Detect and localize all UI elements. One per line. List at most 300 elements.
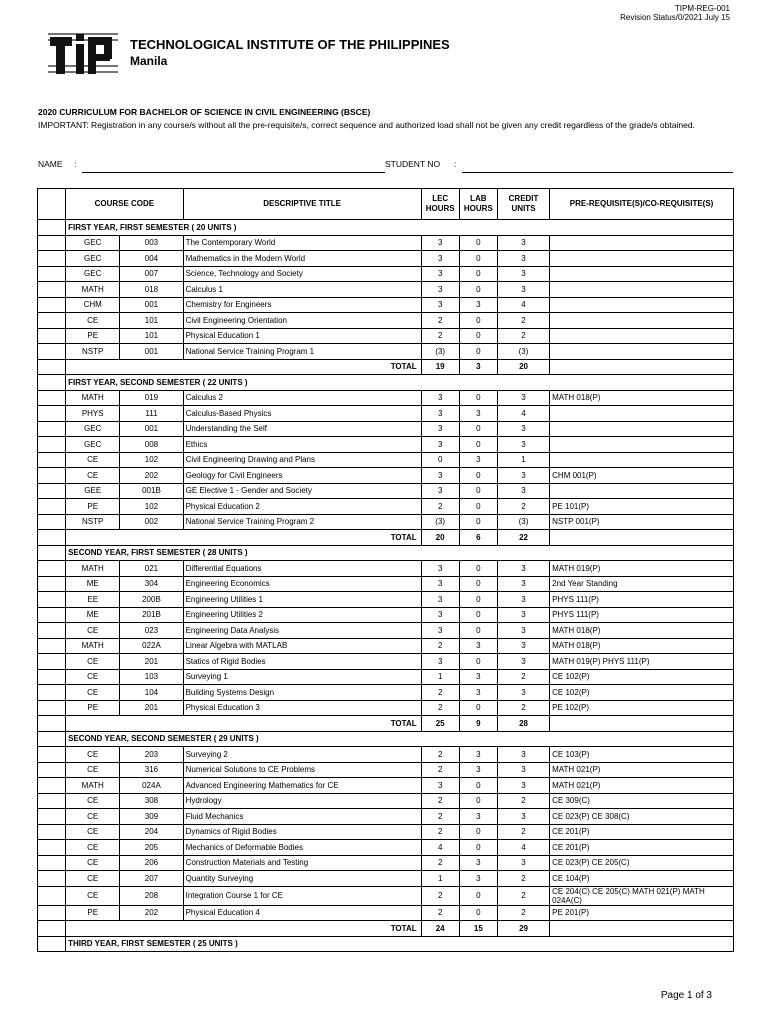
prerequisite <box>550 406 734 422</box>
course-subject: CE <box>66 793 120 809</box>
prerequisite: 2nd Year Standing <box>550 576 734 592</box>
lab-hours: 0 <box>459 778 497 794</box>
course-number: 202 <box>120 468 183 484</box>
lec-hours: 2 <box>421 824 459 840</box>
course-subject: PHYS <box>66 406 120 422</box>
prerequisite: CE 023(P) CE 205(C) <box>550 855 734 871</box>
lec-hours: 2 <box>421 685 459 701</box>
lab-hours: 0 <box>459 483 497 499</box>
semester-title: THIRD YEAR, FIRST SEMESTER ( 25 UNITS ) <box>66 936 734 952</box>
prerequisite: CE 102(P) <box>550 685 734 701</box>
course-title: Surveying 1 <box>183 669 421 685</box>
table-row <box>38 421 734 437</box>
course-subject: MATH <box>66 561 120 577</box>
course-number: 007 <box>120 266 183 282</box>
semester-heading-row <box>38 375 734 391</box>
prerequisite <box>550 297 734 313</box>
student-no-colon: : <box>454 159 457 169</box>
course-title: Engineering Economics <box>183 576 421 592</box>
lab-hours: 0 <box>459 235 497 251</box>
credit-units: 3 <box>497 266 549 282</box>
credit-units: 3 <box>497 390 549 406</box>
course-subject: CE <box>66 669 120 685</box>
table-row <box>38 344 734 360</box>
course-subject: MATH <box>66 778 120 794</box>
table-row <box>38 437 734 453</box>
prerequisite: CE 309(C) <box>550 793 734 809</box>
course-number: 102 <box>120 499 183 515</box>
total-label: TOTAL <box>66 530 422 546</box>
course-subject: GEC <box>66 266 120 282</box>
course-number: 001 <box>120 297 183 313</box>
course-number: 204 <box>120 824 183 840</box>
course-subject: NSTP <box>66 344 120 360</box>
course-title: Physical Education 4 <box>183 905 421 921</box>
table-row <box>38 297 734 313</box>
course-number: 201 <box>120 654 183 670</box>
credit-units: 2 <box>497 700 549 716</box>
course-title: Calculus 1 <box>183 282 421 298</box>
course-number: 101 <box>120 328 183 344</box>
lab-hours: 0 <box>459 421 497 437</box>
credit-units: 2 <box>497 793 549 809</box>
course-subject: PE <box>66 905 120 921</box>
prerequisite <box>550 421 734 437</box>
name-field[interactable] <box>82 172 385 173</box>
lec-hours: 2 <box>421 886 459 905</box>
course-title: Calculus 2 <box>183 390 421 406</box>
lec-hours: 1 <box>421 669 459 685</box>
lec-hours: 2 <box>421 855 459 871</box>
course-number: 316 <box>120 762 183 778</box>
table-row <box>38 638 734 654</box>
course-subject: ME <box>66 607 120 623</box>
lab-hours: 0 <box>459 282 497 298</box>
credit-units: 2 <box>497 313 549 329</box>
lec-hours: 3 <box>421 390 459 406</box>
course-title: National Service Training Program 1 <box>183 344 421 360</box>
total-credit: 29 <box>497 921 549 937</box>
course-title: Ethics <box>183 437 421 453</box>
lab-hours: 0 <box>459 576 497 592</box>
course-subject: CE <box>66 762 120 778</box>
total-lab: 6 <box>459 530 497 546</box>
prerequisite <box>550 251 734 267</box>
course-number: 003 <box>120 235 183 251</box>
credit-units: 2 <box>497 905 549 921</box>
total-label: TOTAL <box>66 716 422 732</box>
credit-units: (3) <box>497 344 549 360</box>
lab-hours: 0 <box>459 328 497 344</box>
credit-units: 3 <box>497 809 549 825</box>
course-number: 024A <box>120 778 183 794</box>
lab-hours: 3 <box>459 638 497 654</box>
course-subject: GEC <box>66 251 120 267</box>
important-notice: IMPORTANT: Registration in any course/s without all the pre-requisite/s, correct sequence and authorized load shall not be given any credit regardless of the grade/s obtained. <box>38 120 695 130</box>
tip-logo <box>46 28 120 78</box>
credit-units: 2 <box>497 871 549 887</box>
lec-hours: 3 <box>421 421 459 437</box>
course-number: 004 <box>120 251 183 267</box>
lab-hours: 0 <box>459 468 497 484</box>
lec-hours: 3 <box>421 576 459 592</box>
course-number: 201 <box>120 700 183 716</box>
table-row <box>38 607 734 623</box>
course-number: 008 <box>120 437 183 453</box>
course-subject: MATH <box>66 638 120 654</box>
course-number: 101 <box>120 313 183 329</box>
table-row <box>38 886 734 905</box>
course-subject: GEC <box>66 421 120 437</box>
credit-units: 2 <box>497 886 549 905</box>
lab-hours: 0 <box>459 592 497 608</box>
semester-heading-row <box>38 220 734 236</box>
table-row <box>38 328 734 344</box>
lab-hours: 3 <box>459 685 497 701</box>
credit-units: 4 <box>497 297 549 313</box>
lab-hours: 3 <box>459 297 497 313</box>
prerequisite <box>550 313 734 329</box>
lab-hours: 0 <box>459 824 497 840</box>
table-row <box>38 762 734 778</box>
semester-heading-row <box>38 936 734 952</box>
credit-units: 3 <box>497 638 549 654</box>
semester-title: SECOND YEAR, SECOND SEMESTER ( 29 UNITS ) <box>66 731 734 747</box>
course-subject: CE <box>66 468 120 484</box>
lab-hours: 0 <box>459 437 497 453</box>
table-row <box>38 266 734 282</box>
course-number: 202 <box>120 905 183 921</box>
lab-hours: 3 <box>459 669 497 685</box>
total-credit: 28 <box>497 716 549 732</box>
course-title: Engineering Data Analysis <box>183 623 421 639</box>
curriculum-title: 2020 CURRICULUM FOR BACHELOR OF SCIENCE IN CIVIL ENGINEERING (BSCE) <box>38 107 371 117</box>
credit-units: 1 <box>497 452 549 468</box>
lec-hours: 3 <box>421 623 459 639</box>
course-title: Numerical Solutions to CE Problems <box>183 762 421 778</box>
semester-total-row <box>38 716 734 732</box>
course-subject: MATH <box>66 282 120 298</box>
course-number: 208 <box>120 886 183 905</box>
semester-heading-row <box>38 545 734 561</box>
student-no-field[interactable] <box>462 172 733 173</box>
table-row <box>38 561 734 577</box>
prerequisite: CE 204(C) CE 205(C) MATH 021(P) MATH 024A(C) <box>550 886 734 905</box>
curriculum-body <box>38 220 734 952</box>
prerequisite: MATH 019(P) <box>550 561 734 577</box>
total-label: TOTAL <box>66 921 422 937</box>
lab-hours: 0 <box>459 793 497 809</box>
course-number: 201B <box>120 607 183 623</box>
course-number: 001B <box>120 483 183 499</box>
course-subject: CE <box>66 654 120 670</box>
course-title: Construction Materials and Testing <box>183 855 421 871</box>
lec-hours: 3 <box>421 654 459 670</box>
course-title: Statics of Rigid Bodies <box>183 654 421 670</box>
table-row <box>38 654 734 670</box>
prerequisite: CE 201(P) <box>550 824 734 840</box>
lab-hours: 3 <box>459 452 497 468</box>
table-row <box>38 452 734 468</box>
lec-hours: 2 <box>421 328 459 344</box>
lab-hours: 0 <box>459 251 497 267</box>
credit-units: 3 <box>497 654 549 670</box>
course-subject: CE <box>66 855 120 871</box>
credit-units: 2 <box>497 499 549 515</box>
prerequisite: MATH 018(P) <box>550 623 734 639</box>
course-title: Mechanics of Deformable Bodies <box>183 840 421 856</box>
prerequisite: PE 101(P) <box>550 499 734 515</box>
course-number: 309 <box>120 809 183 825</box>
credit-units: (3) <box>497 514 549 530</box>
lab-hours: 0 <box>459 700 497 716</box>
credit-units: 3 <box>497 592 549 608</box>
credit-units: 2 <box>497 669 549 685</box>
credit-units: 3 <box>497 747 549 763</box>
lec-hours: 3 <box>421 592 459 608</box>
campus-name: Manila <box>130 54 168 68</box>
course-subject: CE <box>66 886 120 905</box>
course-subject: EE <box>66 592 120 608</box>
lec-hours: 3 <box>421 235 459 251</box>
lab-hours: 0 <box>459 313 497 329</box>
lec-hours: 3 <box>421 282 459 298</box>
course-subject: CHM <box>66 297 120 313</box>
credit-units: 3 <box>497 576 549 592</box>
credit-units: 3 <box>497 468 549 484</box>
lec-hours: 3 <box>421 561 459 577</box>
credit-units: 2 <box>497 824 549 840</box>
course-title: Linear Algebra with MATLAB <box>183 638 421 654</box>
credit-units: 3 <box>497 483 549 499</box>
course-title: GE Elective 1 - Gender and Society <box>183 483 421 499</box>
lab-hours: 3 <box>459 747 497 763</box>
course-title: Chemistry for Engineers <box>183 297 421 313</box>
course-title: Advanced Engineering Mathematics for CE <box>183 778 421 794</box>
lec-hours: 4 <box>421 840 459 856</box>
student-info-row <box>38 159 733 175</box>
course-title: National Service Training Program 2 <box>183 514 421 530</box>
lab-hours: 3 <box>459 762 497 778</box>
course-number: 308 <box>120 793 183 809</box>
course-number: 018 <box>120 282 183 298</box>
course-number: 001 <box>120 344 183 360</box>
prerequisite: PHYS 111(P) <box>550 607 734 623</box>
table-row <box>38 483 734 499</box>
course-number: 111 <box>120 406 183 422</box>
lab-hours: 0 <box>459 607 497 623</box>
credit-units: 3 <box>497 235 549 251</box>
course-number: 022A <box>120 638 183 654</box>
lab-hours: 3 <box>459 406 497 422</box>
lec-hours: 2 <box>421 700 459 716</box>
col-lec-hours: LEC HOURS <box>421 189 459 220</box>
lab-hours: 0 <box>459 905 497 921</box>
credit-units: 3 <box>497 855 549 871</box>
course-subject: GEC <box>66 437 120 453</box>
course-number: 002 <box>120 514 183 530</box>
course-title: Integration Course 1 for CE <box>183 886 421 905</box>
credit-units: 2 <box>497 328 549 344</box>
course-subject: CE <box>66 840 120 856</box>
course-title: Physical Education 2 <box>183 499 421 515</box>
prerequisite: PHYS 111(P) <box>550 592 734 608</box>
lec-hours: (3) <box>421 514 459 530</box>
total-credit: 20 <box>497 359 549 375</box>
name-label: NAME <box>38 159 63 169</box>
credit-units: 4 <box>497 840 549 856</box>
table-row <box>38 282 734 298</box>
table-row <box>38 809 734 825</box>
table-row <box>38 390 734 406</box>
lab-hours: 0 <box>459 623 497 639</box>
course-title: Engineering Utilities 2 <box>183 607 421 623</box>
course-subject: CE <box>66 871 120 887</box>
course-number: 023 <box>120 623 183 639</box>
page-number: Page 1 of 3 <box>660 990 712 1001</box>
total-lab: 3 <box>459 359 497 375</box>
course-title: The Contemporary World <box>183 235 421 251</box>
lec-hours: 3 <box>421 266 459 282</box>
lab-hours: 0 <box>459 514 497 530</box>
course-number: 304 <box>120 576 183 592</box>
table-row <box>38 855 734 871</box>
credit-units: 3 <box>497 762 549 778</box>
table-row <box>38 251 734 267</box>
course-title: Understanding the Self <box>183 421 421 437</box>
col-credit-units: CREDIT UNITS <box>497 189 549 220</box>
course-subject: CE <box>66 809 120 825</box>
course-subject: CE <box>66 747 120 763</box>
total-label: TOTAL <box>66 359 422 375</box>
table-row <box>38 778 734 794</box>
prerequisite: MATH 019(P) PHYS 111(P) <box>550 654 734 670</box>
course-subject: GEE <box>66 483 120 499</box>
course-title: Physical Education 3 <box>183 700 421 716</box>
semester-title: SECOND YEAR, FIRST SEMESTER ( 28 UNITS ) <box>66 545 734 561</box>
prerequisite: PE 201(P) <box>550 905 734 921</box>
table-row <box>38 499 734 515</box>
total-lec: 19 <box>421 359 459 375</box>
prerequisite: CE 102(P) <box>550 669 734 685</box>
table-row <box>38 747 734 763</box>
prerequisite <box>550 483 734 499</box>
lec-hours: 2 <box>421 313 459 329</box>
semester-title: FIRST YEAR, SECOND SEMESTER ( 22 UNITS ) <box>66 375 734 391</box>
lec-hours: 2 <box>421 747 459 763</box>
course-title: Geology for Civil Engineers <box>183 468 421 484</box>
name-colon: : <box>74 159 77 169</box>
table-row <box>38 669 734 685</box>
table-row <box>38 514 734 530</box>
lec-hours: 3 <box>421 251 459 267</box>
credit-units: 4 <box>497 406 549 422</box>
col-descriptive-title: DESCRIPTIVE TITLE <box>183 189 421 220</box>
lec-hours: 2 <box>421 809 459 825</box>
course-subject: CE <box>66 824 120 840</box>
lec-hours: 1 <box>421 871 459 887</box>
table-row <box>38 824 734 840</box>
table-row <box>38 871 734 887</box>
prerequisite <box>550 437 734 453</box>
course-title: Physical Education 1 <box>183 328 421 344</box>
total-lab: 9 <box>459 716 497 732</box>
table-row <box>38 468 734 484</box>
course-title: Civil Engineering Orientation <box>183 313 421 329</box>
semester-total-row <box>38 921 734 937</box>
table-row <box>38 905 734 921</box>
prerequisite: CE 103(P) <box>550 747 734 763</box>
prerequisite: CE 023(P) CE 308(C) <box>550 809 734 825</box>
lec-hours: 3 <box>421 437 459 453</box>
document-reference <box>620 4 730 22</box>
credit-units: 3 <box>497 421 549 437</box>
course-number: 200B <box>120 592 183 608</box>
course-subject: PE <box>66 328 120 344</box>
lec-hours: 3 <box>421 406 459 422</box>
prerequisite: NSTP 001(P) <box>550 514 734 530</box>
table-row <box>38 406 734 422</box>
course-number: 102 <box>120 452 183 468</box>
course-title: Quantity Surveying <box>183 871 421 887</box>
lec-hours: 2 <box>421 638 459 654</box>
lab-hours: 0 <box>459 840 497 856</box>
credit-units: 3 <box>497 437 549 453</box>
total-credit: 22 <box>497 530 549 546</box>
prerequisite <box>550 344 734 360</box>
course-number: 104 <box>120 685 183 701</box>
course-subject: CE <box>66 313 120 329</box>
lab-hours: 0 <box>459 561 497 577</box>
total-lec: 20 <box>421 530 459 546</box>
course-title: Building Systems Design <box>183 685 421 701</box>
lab-hours: 0 <box>459 390 497 406</box>
document-code: TIPM-REG-001 <box>674 4 730 13</box>
credit-units: 3 <box>497 685 549 701</box>
table-row <box>38 840 734 856</box>
course-title: Surveying 2 <box>183 747 421 763</box>
prerequisite: CHM 001(P) <box>550 468 734 484</box>
table-header-row <box>38 189 734 220</box>
credit-units: 3 <box>497 607 549 623</box>
course-title: Hydrology <box>183 793 421 809</box>
prerequisite: MATH 018(P) <box>550 638 734 654</box>
lec-hours: 2 <box>421 905 459 921</box>
lab-hours: 0 <box>459 886 497 905</box>
col-lab-hours: LAB HOURS <box>459 189 497 220</box>
course-subject: MATH <box>66 390 120 406</box>
lec-hours: (3) <box>421 344 459 360</box>
curriculum-table <box>37 188 734 952</box>
course-number: 203 <box>120 747 183 763</box>
course-subject: GEC <box>66 235 120 251</box>
table-row <box>38 576 734 592</box>
lec-hours: 0 <box>421 452 459 468</box>
lec-hours: 3 <box>421 483 459 499</box>
table-row <box>38 313 734 329</box>
table-row <box>38 592 734 608</box>
institution-header <box>130 37 450 69</box>
student-no-label: STUDENT NO <box>385 159 441 169</box>
course-title: Mathematics in the Modern World <box>183 251 421 267</box>
col-course-code: COURSE CODE <box>66 189 183 220</box>
course-subject: CE <box>66 623 120 639</box>
prerequisite <box>550 282 734 298</box>
lec-hours: 2 <box>421 499 459 515</box>
prerequisite: MATH 021(P) <box>550 778 734 794</box>
revision-status: Revision Status/0/2021 July 15 <box>620 13 730 22</box>
credit-units: 3 <box>497 778 549 794</box>
